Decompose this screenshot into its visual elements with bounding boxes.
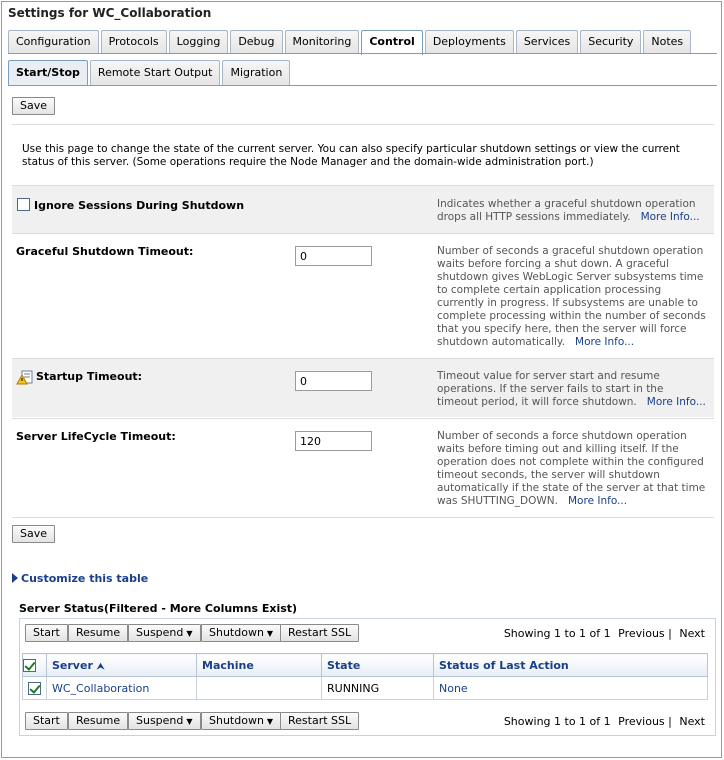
- restart-ssl-button[interactable]: Restart SSL: [280, 624, 359, 642]
- column-server-label: Server: [52, 658, 93, 672]
- tab-control[interactable]: Control: [361, 30, 422, 55]
- more-info-link[interactable]: More Info...: [568, 495, 628, 507]
- status-cell: [434, 677, 708, 700]
- subtab-remote-start-output[interactable]: Remote Start Output: [90, 60, 221, 86]
- column-machine[interactable]: Machine: [197, 654, 322, 677]
- warning-config-icon: [16, 370, 34, 386]
- resume-button[interactable]: Resume: [68, 712, 128, 730]
- customize-table-link[interactable]: [12, 572, 148, 585]
- lifecycle-timeout-label: Server LifeCycle Timeout:: [16, 430, 176, 443]
- table-toolbar-top: [20, 619, 715, 647]
- ignore-sessions-checkbox[interactable]: [17, 198, 30, 211]
- pager: Showing 1 to 1 of 1 Previous | Next: [503, 715, 705, 728]
- more-info-link[interactable]: More Info...: [575, 336, 635, 348]
- lifecycle-timeout-help: [437, 430, 707, 508]
- chevron-down-icon: ▼: [266, 717, 274, 726]
- divider: [12, 233, 714, 234]
- machine-cell: [197, 677, 322, 700]
- startup-timeout-label: Startup Timeout:: [36, 370, 143, 383]
- page-title: Settings for WC_Collaboration: [8, 6, 212, 20]
- intro-text: Use this page to change the state of the current server. You can also specify particular shutdown settings or view the current status of this server. (Some operations require the Node Manager and the domain-wide administration port.): [22, 143, 680, 168]
- suspend-label: Suspend: [136, 714, 184, 727]
- status-link[interactable]: None: [439, 681, 468, 695]
- pager-status: Showing 1 to 1 of 1: [503, 715, 611, 728]
- tab-notes[interactable]: Notes: [643, 30, 691, 54]
- divider: [12, 124, 714, 125]
- subtab-start-stop[interactable]: Start/Stop: [8, 60, 88, 86]
- tab-configuration[interactable]: Configuration: [8, 30, 99, 54]
- start-button[interactable]: Start: [25, 624, 68, 642]
- startup-timeout-input[interactable]: [295, 371, 372, 391]
- graceful-timeout-input[interactable]: [295, 246, 372, 266]
- state-cell: RUNNING: [322, 677, 434, 700]
- pager-previous[interactable]: Previous: [618, 627, 665, 640]
- more-info-link[interactable]: More Info...: [646, 396, 706, 408]
- table-title: Server Status(Filtered - More Columns Exist): [19, 602, 298, 615]
- main-tabs: [8, 30, 693, 55]
- save-button-top[interactable]: Save: [12, 97, 55, 115]
- select-all-header[interactable]: [23, 654, 47, 677]
- start-button[interactable]: Start: [25, 712, 68, 730]
- server-grid: [22, 653, 708, 700]
- ignore-sessions-section: [12, 186, 714, 233]
- chevron-down-icon: ▼: [186, 717, 193, 726]
- graceful-timeout-label: Graceful Shutdown Timeout:: [16, 245, 194, 258]
- tab-debug[interactable]: Debug: [230, 30, 282, 54]
- graceful-timeout-help: [437, 245, 707, 349]
- shutdown-button[interactable]: [201, 624, 281, 642]
- chevron-down-icon: ▼: [266, 629, 274, 638]
- row-select-cell[interactable]: [23, 677, 47, 700]
- startup-timeout-section: [12, 359, 714, 417]
- column-status-last-action[interactable]: Status of Last Action: [434, 654, 708, 677]
- table-toolbar-bottom: [20, 707, 715, 735]
- expand-triangle-icon: [12, 573, 18, 583]
- divider: [12, 517, 714, 518]
- server-status-table: [19, 618, 716, 736]
- pager-previous[interactable]: Previous: [618, 715, 665, 728]
- server-cell[interactable]: [47, 677, 197, 700]
- restart-ssl-button[interactable]: Restart SSL: [280, 712, 359, 730]
- shutdown-label: Shutdown: [209, 626, 264, 639]
- pager: Showing 1 to 1 of 1 Previous | Next: [503, 627, 705, 640]
- more-info-link[interactable]: More Info...: [640, 211, 700, 223]
- ignore-sessions-help: [437, 198, 707, 224]
- settings-panel: [1, 1, 722, 758]
- pager-next[interactable]: Next: [679, 715, 705, 728]
- suspend-button[interactable]: [128, 624, 201, 642]
- table-row: [23, 677, 708, 700]
- tab-security[interactable]: Security: [580, 30, 641, 54]
- subtab-migration[interactable]: Migration: [222, 60, 290, 86]
- shutdown-button[interactable]: [201, 712, 281, 730]
- ignore-sessions-label: Ignore Sessions During Shutdown: [34, 199, 245, 212]
- suspend-button[interactable]: [128, 712, 201, 730]
- row-checkbox[interactable]: [28, 682, 41, 695]
- tab-divider: [8, 53, 717, 54]
- table-header-row: [23, 654, 708, 677]
- pager-next[interactable]: Next: [679, 627, 705, 640]
- lifecycle-timeout-input[interactable]: [295, 431, 372, 451]
- tab-logging[interactable]: Logging: [169, 30, 229, 54]
- save-button-bottom[interactable]: Save: [12, 525, 55, 543]
- customize-label: Customize this table: [21, 572, 149, 585]
- tab-monitoring[interactable]: Monitoring: [285, 30, 360, 54]
- help-text: Timeout value for server start and resume operations. If the server fails to start in the timeout period, it will force shutdown.: [437, 370, 664, 408]
- column-server[interactable]: [47, 654, 197, 677]
- chevron-down-icon: ▼: [186, 629, 193, 638]
- sub-tabs: [8, 60, 292, 86]
- shutdown-label: Shutdown: [209, 714, 264, 727]
- sort-ascending-icon[interactable]: ⮝: [96, 661, 105, 672]
- help-text: Number of seconds a graceful shutdown operation waits before forcing a shut down. A graceful shutdown gives WebLogic Server subsystems time to complete certain application processing currently in progress. If subsystems are unable to complete processing within the number of seconds that you specify here, then the server will force shutdown automatically.: [437, 245, 706, 348]
- pager-status: Showing 1 to 1 of 1: [503, 627, 611, 640]
- tab-services[interactable]: Services: [516, 30, 578, 54]
- startup-timeout-help: [437, 370, 707, 409]
- tab-deployments[interactable]: Deployments: [425, 30, 514, 54]
- resume-button[interactable]: Resume: [68, 624, 128, 642]
- select-all-checkbox[interactable]: [23, 659, 36, 672]
- divider: [12, 418, 714, 419]
- help-text: Indicates whether a graceful shutdown operation drops all HTTP sessions immediately.: [437, 198, 696, 223]
- suspend-label: Suspend: [136, 626, 184, 639]
- server-link[interactable]: WC_Collaboration: [52, 681, 150, 695]
- column-state[interactable]: State: [322, 654, 434, 677]
- subtab-divider: [8, 85, 717, 86]
- tab-protocols[interactable]: Protocols: [101, 30, 167, 54]
- help-text: Number of seconds a force shutdown operation waits before timing out and killing itself. If the operation does not complete within the configured timeout seconds, the server will shutdown automatically if the state of the server at that time was SHUTTING_DOWN.: [437, 430, 706, 507]
